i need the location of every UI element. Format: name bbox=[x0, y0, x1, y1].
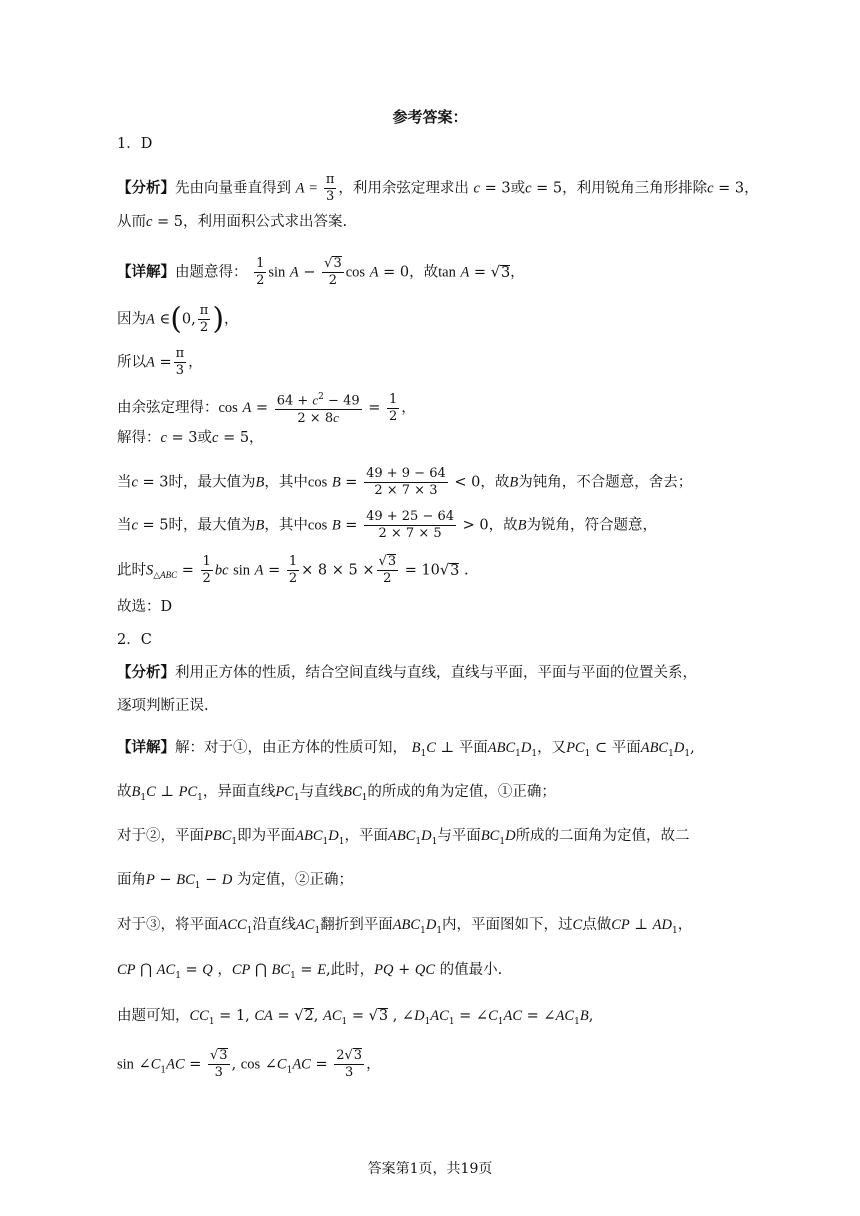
text: 为定值，②正确； bbox=[236, 872, 353, 888]
text: 内，平面图如下，过 bbox=[442, 917, 573, 933]
text: 或 bbox=[510, 180, 526, 197]
q1-detail-3: 所以A = $\frac{\pi}{3}$ ， bbox=[117, 346, 203, 378]
text: 平面 bbox=[458, 740, 488, 756]
text: 此时 bbox=[117, 562, 146, 579]
q2-number: 2．C bbox=[117, 632, 152, 648]
q1-detail-1: 【详解】由题意得： $\frac{1}{2}$ sin A − $\frac{√3}{2}$ cos A = 0，故tan A = √3， bbox=[117, 256, 525, 288]
text: 当 bbox=[117, 517, 132, 534]
text: 从而 bbox=[117, 214, 146, 230]
q2-detail-1: 【详解】解：对于①，由正方体的性质可知， $B_1C$ ⊥ 平面$ABC_1D_1$，又$PC_1$ ⊂ 平面$ABC_1D_1$, bbox=[117, 739, 695, 759]
text: 利用正方体的性质，结合空间直线与直线，直线与平面，平面与平面的位置关系， bbox=[175, 665, 697, 681]
text: ，故 bbox=[409, 264, 439, 281]
text: 为锐角，符合题意， bbox=[526, 517, 657, 534]
text: ，异面直线 bbox=[202, 784, 276, 800]
text: 当 bbox=[117, 474, 132, 491]
text: 平面 bbox=[611, 740, 641, 756]
text: 沿直线 bbox=[252, 917, 296, 933]
text: 时，最大值为 bbox=[168, 517, 256, 534]
text: 与直线 bbox=[299, 784, 344, 800]
q2-detail-4: 面角$P - BC_1 - D$ 为定值，②正确； bbox=[117, 872, 353, 891]
q2-detail-5: 对于③，将平面$ACC_1$沿直线$AC_1$翻折到平面$ABC_1D_1$内，平面图如下，过C点做CP ⊥ $AD_1$， bbox=[117, 917, 693, 936]
q2-detail-8: $\sin \angle C_1AC$ = $\frac{√3}{3}$ , $\cos \angle C_1AC$ = $\frac{2√3}{3}$ ， bbox=[117, 1048, 381, 1080]
q2-detail-7: 由题可知，$CC_1 = 1$, CA = √2, $AC_1 = √3$ , $\angle D_1AC_1$ = $\angle C_1AC$ = $\angle AC_1B$, bbox=[117, 1008, 594, 1027]
text: 面角 bbox=[117, 872, 146, 888]
text: 所以 bbox=[117, 354, 146, 371]
q1-analysis-line2: 从而c = 5，利用面积公式求出答案. bbox=[117, 214, 348, 230]
text: 翻折到平面 bbox=[320, 917, 393, 933]
text: 所成的二面角为定值，故二 bbox=[515, 828, 690, 844]
text: ，故 bbox=[488, 517, 518, 534]
text: 即为平面 bbox=[237, 828, 296, 844]
q1-detail-8: 此时$S_{\triangle ABC}$ = $\frac{1}{2}$ bc sin A = $\frac{1}{2}$ × 8 × 5 × $\frac{√3}{2}$ = 10√3 . bbox=[117, 554, 469, 586]
text: 为钝角，不合题意，舍去； bbox=[518, 474, 693, 491]
analysis-tag: 【分析】 bbox=[117, 179, 175, 197]
q1-analysis: 【分析】先由向量垂直得到 A = $\frac{\pi}{3}$ ，利用余弦定理求出 c = 3或c = 5，利用锐角三角形排除c = 3， bbox=[117, 172, 759, 204]
q1-detail-2: 因为A ∈(0, $\frac{\pi}{2}$ )， bbox=[117, 301, 239, 337]
text: 或 bbox=[197, 430, 213, 446]
text: ，又 bbox=[537, 740, 567, 756]
text: ，其中 bbox=[264, 474, 308, 491]
q1-answer: 故选：D bbox=[117, 599, 173, 615]
q1-detail-5: 解得：c = 3或c = 5， bbox=[117, 430, 264, 446]
text: ，其中 bbox=[264, 517, 308, 534]
text: ，故 bbox=[480, 474, 510, 491]
text: 先由向量垂直得到 bbox=[175, 180, 291, 197]
text: 点做 bbox=[582, 917, 612, 933]
q2-detail-3: 对于②，平面$PBC_1$即为平面$ABC_1D_1$，平面$ABC_1D_1$与平面$BC_1D$所成的二面角为定值，故二 bbox=[117, 828, 690, 847]
text: 由余弦定理得： bbox=[117, 400, 219, 417]
q1-detail-6: 当c = 3时，最大值为B，其中cos B = $\frac{49 + 9 - 64}{2 \times 7 \times 3}$ < 0，故B为钝角，不合题意，舍去； bbox=[117, 466, 693, 498]
detail-tag: 【详解】 bbox=[117, 263, 175, 281]
detail-tag: 【详解】 bbox=[117, 739, 175, 756]
text: 由题意得： bbox=[175, 264, 248, 281]
q1-detail-7: 当c = 5时，最大值为B，其中cos B = $\frac{49 + 25 - 64}{2 \times 7 \times 5}$ > 0，故B为锐角，符合题意， bbox=[117, 509, 657, 541]
text: 由题可知， bbox=[117, 1008, 190, 1024]
text: 解：对于①，由正方体的性质可知， bbox=[175, 740, 407, 756]
text: ,此时， bbox=[326, 962, 375, 978]
text: 解得： bbox=[117, 430, 161, 446]
text: ，利用余弦定理求出 bbox=[338, 180, 469, 197]
q1-number: 1．D bbox=[117, 136, 153, 152]
page-footer: 答案第1页，共19页 bbox=[367, 1161, 493, 1177]
text: 的值最小. bbox=[439, 962, 503, 978]
text: 与平面 bbox=[437, 828, 481, 844]
text: 因为 bbox=[117, 311, 146, 328]
text: ，利用面积公式求出答案. bbox=[183, 214, 348, 230]
text: 故 bbox=[117, 784, 132, 800]
text: 时，最大值为 bbox=[168, 474, 256, 491]
q2-analysis-line2: 逐项判断正误. bbox=[117, 698, 209, 714]
text: 对于②，平面 bbox=[117, 828, 204, 844]
text: 对于③，将平面 bbox=[117, 917, 219, 933]
q1-detail-4: 由余弦定理得：cos A = $\frac{64 + c^2 - 49}{2 \times 8c}$ = $\frac{1}{2}$ ， bbox=[117, 389, 416, 427]
page-title: 参考答案： bbox=[392, 108, 468, 126]
text: ，平面 bbox=[344, 828, 388, 844]
q2-detail-6: CP ⋂ $AC_1 = Q$ ，CP ⋂ $BC_1 = E$,此时，PQ + QC 的值最小. bbox=[117, 962, 503, 981]
text: 的所成的角为定值，①正确； bbox=[367, 784, 556, 800]
q2-detail-2: 故$B_1C$ ⊥ $PC_1$，异面直线$PC_1$与直线$BC_1$的所成的角为定值，①正确； bbox=[117, 784, 556, 803]
text: ，利用锐角三角形排除 bbox=[562, 180, 708, 197]
analysis-tag: 【分析】 bbox=[117, 664, 175, 681]
q2-analysis bbox=[117, 663, 697, 683]
